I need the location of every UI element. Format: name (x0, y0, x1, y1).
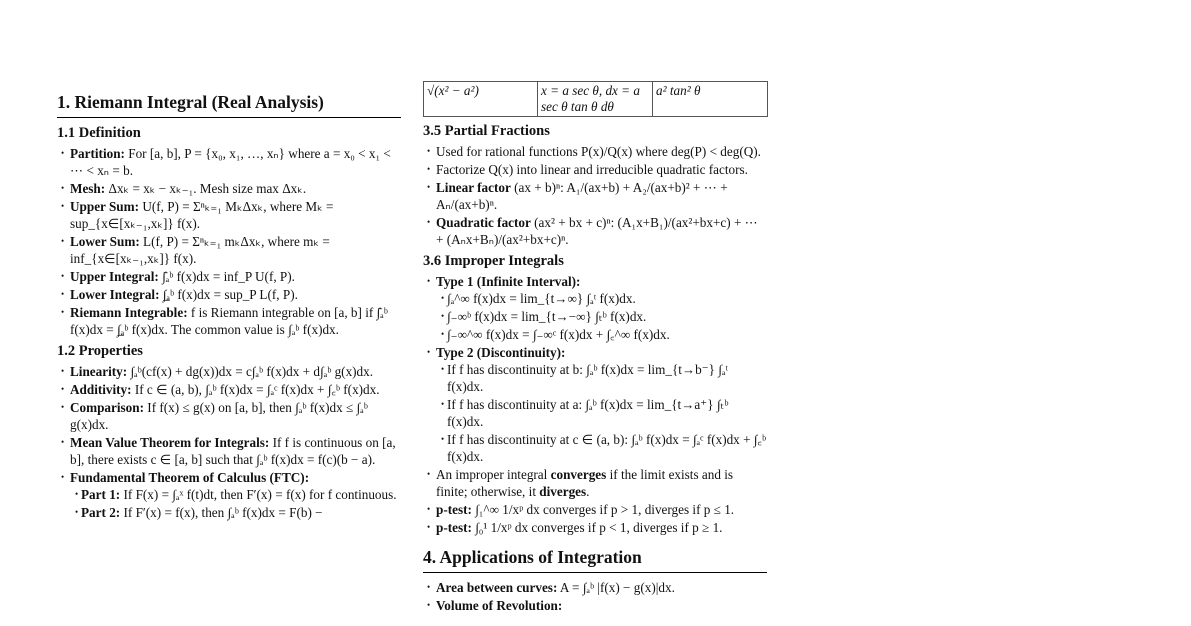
item-emphasis: converges (550, 467, 607, 482)
item-label: p-test: (436, 520, 472, 535)
list-item (57, 198, 401, 232)
subsection-title: 1.2 Properties (57, 343, 143, 359)
right-column (423, 81, 767, 615)
list-item (423, 344, 767, 465)
item-label: Additivity: (70, 382, 132, 397)
item-label: Type 2 (Discontinuity): (436, 345, 566, 360)
item-text: If f is continuous on [a, b], there exists c ∈ [a, b] such that ∫ₐᵇ f(x)dx = f(c)(b − a). (70, 435, 396, 467)
improper-integrals-list (423, 273, 767, 536)
subsection-title: 3.5 Partial Fractions (423, 123, 550, 139)
item-label: p-test: (436, 502, 472, 517)
list-item (57, 434, 401, 468)
list-item (57, 286, 401, 303)
item-text: A = ∫ₐᵇ |f(x) − g(x)|dx. (557, 580, 675, 595)
ftc-sublist (71, 486, 401, 521)
item-label: Quadratic factor (436, 215, 531, 230)
item-text: . (586, 484, 590, 499)
item-text: L(f, P) = Σⁿₖ₌₁ mₖΔxₖ, where mₖ = inf_{x∈[xₖ₋₁,xₖ]} f(x). (70, 234, 330, 266)
item-label: Linearity: (70, 364, 128, 379)
partial-fractions-list (423, 143, 767, 248)
list-item (423, 161, 767, 178)
item-label: Upper Sum: (70, 199, 140, 214)
item-text: Used for rational functions P(x)/Q(x) where deg(P) < deg(Q). (436, 144, 761, 159)
item-label: Type 1 (Infinite Interval): (436, 274, 581, 289)
list-item (57, 304, 401, 338)
item-label: Area between curves: (436, 580, 558, 595)
item-text: f is Riemann integrable on [a, b] if ∫̄ₐᵇ f(x)dx = ∫̲ₐᵇ f(x)dx. The common value is ∫ₐᵇ f(x)dx. (70, 305, 388, 337)
item-text: if the limit exists and is finite; otherwise, it (436, 467, 734, 499)
list-item (57, 381, 401, 398)
type1-sublist (437, 290, 767, 343)
item-text: ∫̄ₐᵇ f(x)dx = inf_P U(f, P). (158, 269, 295, 284)
type2-sublist (437, 361, 767, 465)
item-text: ∫₀¹ 1/xᵖ dx converges if p < 1, diverges if p ≥ 1. (471, 520, 723, 535)
list-item: • ∫ₐ^∞ f(x)dx = lim_{t→∞} ∫ₐᵗ f(x)dx. (437, 290, 767, 307)
list-item (57, 399, 401, 433)
item-label: Part 2: (81, 505, 121, 520)
applications-list (423, 579, 767, 614)
properties-list (57, 363, 401, 521)
section-title: 4. Applications of Integration (423, 546, 767, 573)
item-text: If c ∈ (a, b), ∫ₐᵇ f(x)dx = ∫ₐᶜ f(x)dx + ∫꜀ᵇ f(x)dx. (131, 382, 380, 397)
left-column (57, 91, 401, 522)
list-item: • If f has discontinuity at a: ∫ₐᵇ f(x)dx = lim_{t→a⁺} ∫ₜᵇ f(x)dx. (437, 396, 767, 430)
section-title: 1. Riemann Integral (Real Analysis) (57, 91, 401, 118)
item-label: Part 1: (81, 487, 121, 502)
item-label: Partition: (70, 146, 125, 161)
item-label: Lower Integral: (70, 287, 160, 302)
subsection-title: 1.1 Definition (57, 125, 141, 141)
item-text: If F(x) = ∫ₐˣ f(t)dt, then F′(x) = f(x) for f continuous. (120, 487, 397, 502)
item-label: Linear factor (436, 180, 511, 195)
definition-list (57, 145, 401, 338)
list-item (423, 579, 767, 596)
list-item (423, 501, 767, 518)
item-text: ∫₁^∞ 1/xᵖ dx converges if p > 1, diverges if p ≤ 1. (471, 502, 735, 517)
item-text: If f(x) ≤ g(x) on [a, b], then ∫ₐᵇ f(x)dx ≤ ∫ₐᵇ g(x)dx. (70, 400, 368, 432)
list-item (423, 143, 767, 160)
item-text: Factorize Q(x) into linear and irreducible quadratic factors. (436, 162, 748, 177)
list-item (57, 145, 401, 179)
list-item (57, 233, 401, 267)
list-item: • ∫₋∞ᵇ f(x)dx = lim_{t→−∞} ∫ₜᵇ f(x)dx. (437, 308, 767, 325)
item-label: Fundamental Theorem of Calculus (FTC): (70, 470, 310, 485)
item-text: ∫ₐᵇ(cf(x) + dg(x))dx = c∫ₐᵇ f(x)dx + d∫ₐᵇ g(x)dx. (127, 364, 374, 379)
table-cell: a² tan² θ (653, 82, 768, 117)
item-text: An improper integral (436, 467, 551, 482)
item-label: Comparison: (70, 400, 144, 415)
list-item (423, 214, 767, 248)
item-text: U(f, P) = Σⁿₖ₌₁ MₖΔxₖ, where Mₖ = sup_{x∈[xₖ₋₁,xₖ]} f(x). (70, 199, 334, 231)
item-emphasis: diverges (539, 484, 587, 499)
list-item (71, 504, 401, 521)
list-item (423, 597, 767, 614)
item-text: (ax + b)ⁿ: A₁/(ax+b) + A₂/(ax+b)² + ⋯ + Aₙ/(ax+b)ⁿ. (436, 180, 728, 212)
item-text: For [a, b], P = {x₀, x₁, …, xₙ} where a = x₀ < x₁ < ⋯ < xₙ = b. (70, 146, 391, 178)
list-item (57, 268, 401, 285)
list-item: • If f has discontinuity at c ∈ (a, b): ∫ₐᵇ f(x)dx = ∫ₐᶜ f(x)dx + ∫꜀ᵇ f(x)dx. (437, 431, 767, 465)
list-item (57, 180, 401, 197)
list-item: • If f has discontinuity at b: ∫ₐᵇ f(x)dx = lim_{t→b⁻} ∫ₐᵗ f(x)dx. (437, 361, 767, 395)
list-item (423, 466, 767, 500)
item-label: Mesh: (70, 181, 106, 196)
list-item (423, 273, 767, 343)
item-text: ∫̲ₐᵇ f(x)dx = sup_P L(f, P). (159, 287, 298, 302)
item-text: Δxₖ = xₖ − xₖ₋₁. Mesh size max Δxₖ. (105, 181, 307, 196)
item-label: Volume of Revolution: (436, 598, 563, 613)
item-label: Lower Sum: (70, 234, 140, 249)
table-cell: √(x² − a²) (424, 82, 538, 117)
trig-substitution-table (423, 81, 768, 117)
list-item (423, 519, 767, 536)
table-cell: x = a sec θ, dx = a sec θ tan θ dθ (538, 82, 653, 117)
list-item (71, 486, 401, 503)
table-row (424, 82, 768, 117)
list-item (423, 179, 767, 213)
list-item: • ∫₋∞^∞ f(x)dx = ∫₋∞ᶜ f(x)dx + ∫꜀^∞ f(x)dx. (437, 326, 767, 343)
item-label: Upper Integral: (70, 269, 159, 284)
subsection-title: 3.6 Improper Integrals (423, 253, 564, 269)
list-item (57, 363, 401, 380)
item-label: Mean Value Theorem for Integrals: (70, 435, 270, 450)
item-text: (ax² + bx + c)ⁿ: (A₁x+B₁)/(ax²+bx+c) + ⋯ + (Aₙx+Bₙ)/(ax²+bx+c)ⁿ. (436, 215, 758, 247)
item-label: Riemann Integrable: (70, 305, 188, 320)
list-item (57, 469, 401, 521)
item-text: If F′(x) = f(x), then ∫ₐᵇ f(x)dx = F(b) − (120, 505, 323, 520)
